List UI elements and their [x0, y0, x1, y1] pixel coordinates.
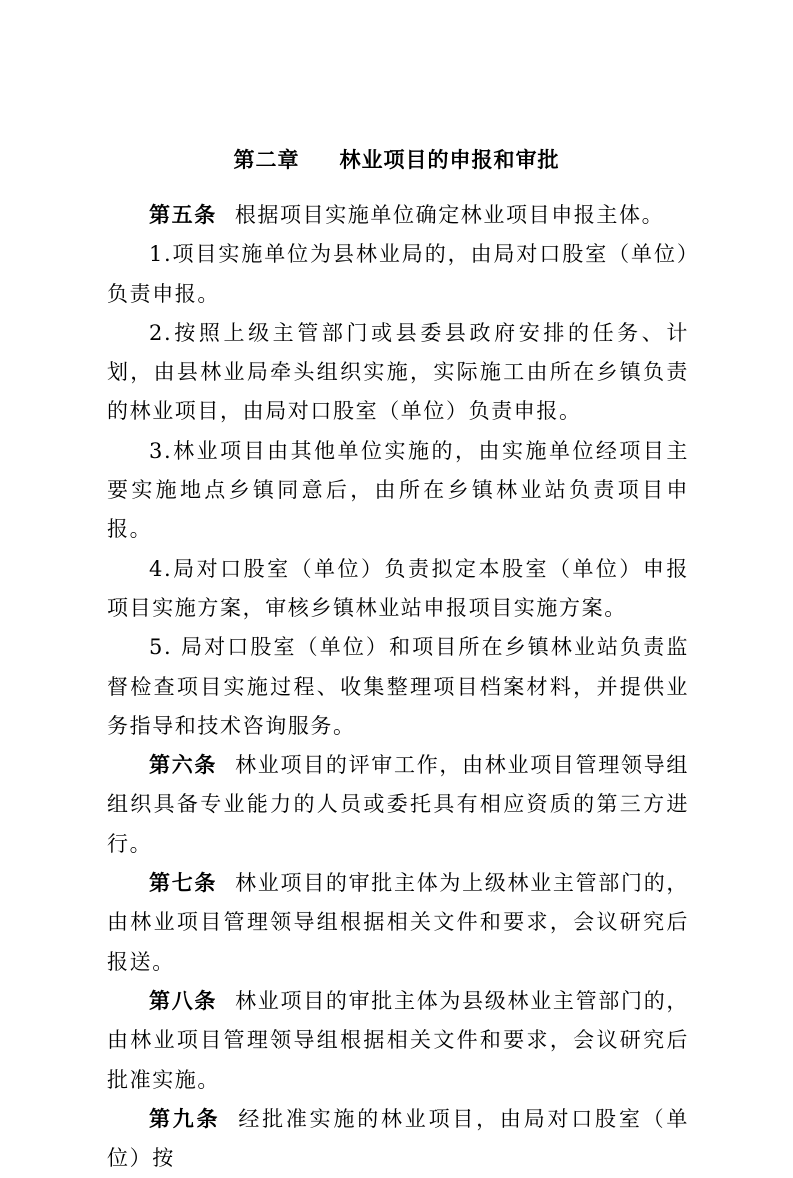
article-text: 林业项目的审批主体为上级林业主管部门的，由林业项目管理领导组根据相关文件和要求，会议研究后报送。: [107, 871, 689, 974]
article-9: [107, 1100, 689, 1178]
article-7: [107, 864, 689, 982]
article-text: 根据项目实施单位确定林业项目申报主体。: [234, 203, 665, 227]
chapter-number: 第二章: [233, 148, 300, 172]
article-label: 第五条: [149, 203, 217, 227]
article-5-item-1: 1.项目实施单位为县林业局的，由局对口股室（单位）负责申报。: [107, 242, 689, 306]
chapter-body: [107, 196, 689, 1178]
article-text: 经批准实施的林业项目，由局对口股室（单位）按: [107, 1106, 689, 1171]
article-5-item-5: 5. 局对口股室（单位）和项目所在乡镇林业站负责监督检查项目实施过程、收集整理项目档案材料，并提供业务指导和技术咨询服务。: [107, 635, 689, 738]
article-label: 第七条: [149, 871, 218, 896]
article-5-item-2: 2.按照上级主管部门或县委县政府安排的任务、计划，由县林业局牵头组织实施，实际施工由所在乡镇负责的林业项目，由局对口股室（单位）负责申报。: [107, 320, 689, 424]
article-text: 林业项目的审批主体为县级林业主管部门的，由林业项目管理领导组根据相关文件和要求，会议研究后批准实施。: [107, 988, 689, 1092]
article-5-item-3: 3.林业项目由其他单位实施的，由实施单位经项目主要实施地点乡镇同意后，由所在乡镇林业站负责项目申报。: [107, 438, 689, 542]
article-5: [107, 196, 689, 235]
chapter-heading: [0, 146, 793, 174]
article-6: [107, 746, 689, 864]
article-8: [107, 982, 689, 1100]
article-label: 第六条: [149, 753, 218, 778]
article-label: 第八条: [149, 988, 218, 1013]
chapter-title: 林业项目的申报和审批: [339, 148, 560, 172]
article-label: 第九条: [149, 1106, 221, 1131]
article-text: 林业项目的评审工作，由林业项目管理领导组组织具备专业能力的人员或委托具有相应资质的第三方进行。: [107, 753, 689, 856]
article-5-item-4: 4.局对口股室（单位）负责拟定本股室（单位）申报项目实施方案，审核乡镇林业站申报项目实施方案。: [107, 556, 689, 620]
